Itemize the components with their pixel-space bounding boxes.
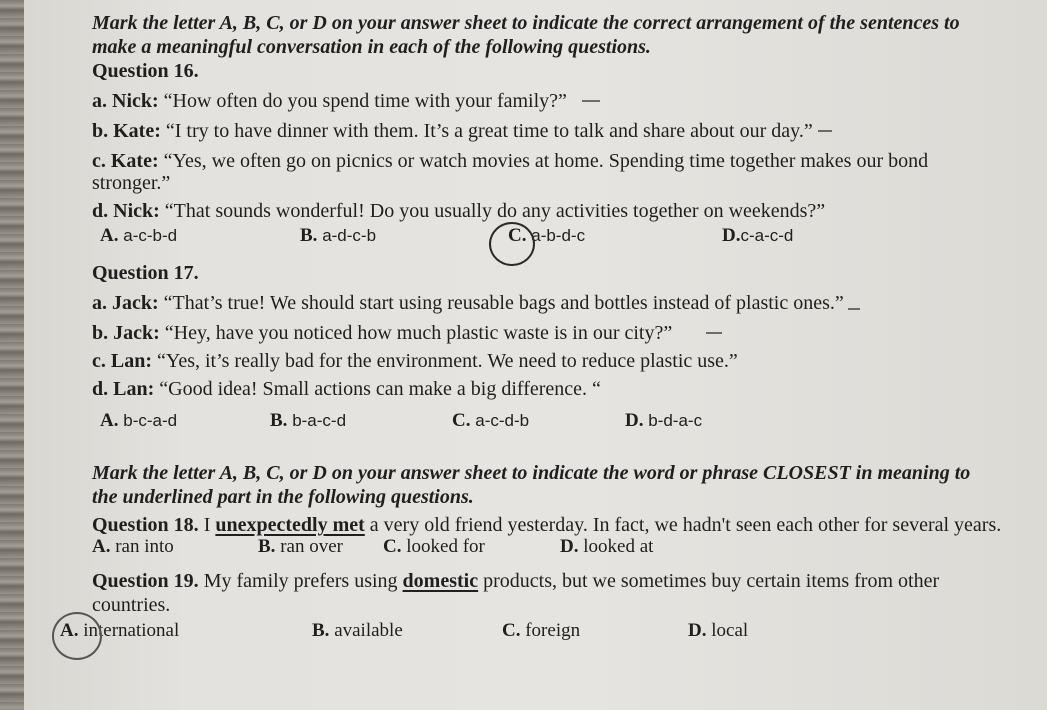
option-text: a-c-b-d [123, 226, 178, 245]
q17-option-a[interactable] [100, 410, 177, 432]
q16-option-b[interactable] [300, 225, 376, 247]
pencil-mark [706, 332, 722, 334]
option-text: local [711, 620, 749, 641]
q19-answer-circle-mark [52, 612, 102, 660]
option-text: available [334, 620, 403, 641]
question-18-title: Question 18. [92, 514, 199, 536]
pencil-mark [848, 308, 860, 310]
option-letter: C. [383, 536, 402, 557]
q16-a-speaker: a. Nick: [92, 90, 159, 112]
q18-option-c[interactable] [383, 536, 485, 558]
q16-sentence-d [92, 200, 825, 222]
q19-pre: My family prefers using [203, 570, 398, 592]
q19-option-c[interactable] [502, 620, 580, 642]
instruction2-line-1: Mark the letter A, B, C, or D on your answer sheet to indicate the word or phrase CLOSEST in meaning to [92, 462, 971, 484]
q18-post: a very old friend yesterday. In fact, we hadn't seen each other for several years. [369, 514, 1002, 536]
question-19-stem [92, 570, 939, 592]
instruction-line-1: Mark the letter A, B, C, or D on your answer sheet to indicate the correct arrangement of the sentences to [92, 12, 960, 34]
option-letter: D. [560, 536, 579, 557]
q16-option-d[interactable] [722, 225, 793, 247]
option-text: b-a-c-d [292, 411, 347, 430]
instruction2-line-2: the underlined part in the following questions. [92, 486, 474, 508]
q17-a-text: “That’s true! We should start using reusable bags and bottles instead of plastic ones.” [163, 292, 844, 314]
q19-option-d[interactable] [688, 620, 748, 642]
q16-sentence-b [92, 120, 813, 142]
q18-pre: I [203, 514, 211, 536]
question-19-title: Question 19. [92, 570, 199, 592]
option-letter: C. [508, 225, 527, 246]
option-text: foreign [525, 620, 581, 641]
q16-b-speaker: b. Kate: [92, 120, 161, 142]
option-letter: A. [100, 225, 119, 246]
q18-option-a[interactable] [92, 536, 174, 558]
q16-c-speaker: c. Kate: [92, 150, 159, 172]
q16-answer-circle-mark [489, 222, 535, 266]
pencil-mark [582, 100, 600, 102]
q16-d-speaker: d. Nick: [92, 200, 160, 222]
q16-d-text: “That sounds wonderful! Do you usually do any activities together on weekends?” [164, 200, 826, 222]
q18-option-b[interactable] [258, 536, 343, 558]
option-text: a-c-d-b [475, 411, 530, 430]
q17-a-speaker: a. Jack: [92, 292, 159, 314]
q17-sentence-a [92, 292, 844, 314]
option-letter: B. [270, 410, 288, 431]
q17-option-d[interactable] [625, 410, 702, 432]
option-text: looked at [583, 536, 654, 557]
q16-sentence-c-continued: stronger.” [92, 172, 171, 194]
option-letter: B. [258, 536, 276, 557]
option-letter: C. [502, 620, 521, 641]
q17-b-speaker: b. Jack: [92, 322, 160, 344]
q17-c-speaker: c. Lan: [92, 350, 152, 372]
question-16-title: Question 16. [92, 60, 199, 82]
option-letter: A. [60, 620, 79, 641]
question-17-title: Question 17. [92, 262, 199, 284]
option-text: ran over [280, 536, 343, 557]
q17-d-text: “Good idea! Small actions can make a big difference. “ [159, 378, 601, 400]
q17-option-b[interactable] [270, 410, 346, 432]
instruction-line-2: make a meaningful conversation in each of the following questions. [92, 36, 651, 58]
option-letter: A. [100, 410, 119, 431]
option-letter: B. [312, 620, 330, 641]
q17-sentence-c [92, 350, 738, 372]
option-letter: D. [688, 620, 707, 641]
q17-b-text: “Hey, have you noticed how much plastic waste is in our city?” [164, 322, 673, 344]
option-text: c-a-c-d [740, 226, 794, 245]
q17-d-speaker: d. Lan: [92, 378, 155, 400]
option-text: b-c-a-d [123, 411, 178, 430]
pencil-mark [818, 130, 832, 132]
option-text: a-b-d-c [531, 226, 586, 245]
option-text: looked for [406, 536, 485, 557]
q19-underlined-word: domestic [402, 570, 479, 592]
option-letter: B. [300, 225, 318, 246]
q17-sentence-b [92, 322, 672, 344]
option-text: ran into [115, 536, 174, 557]
q19-option-b[interactable] [312, 620, 403, 642]
q16-sentence-c [92, 150, 928, 172]
q19-stem-continued: countries. [92, 594, 171, 616]
q17-c-text: “Yes, it’s really bad for the environment. We need to reduce plastic use.” [157, 350, 738, 372]
q17-sentence-d [92, 378, 601, 400]
q16-b-text: “I try to have dinner with them. It’s a great time to talk and share about our day.” [165, 120, 813, 142]
q17-option-c[interactable] [452, 410, 529, 432]
option-text: a-d-c-b [322, 226, 377, 245]
option-letter: C. [452, 410, 471, 431]
q16-sentence-a [92, 90, 567, 112]
option-text: b-d-a-c [648, 411, 703, 430]
q19-post: products, but we sometimes buy certain items from other [483, 570, 940, 592]
q16-a-text: “How often do you spend time with your family?” [163, 90, 567, 112]
q16-c-text: “Yes, we often go on picnics or watch movies at home. Spending time together makes our bond [163, 150, 929, 172]
option-letter: A. [92, 536, 111, 557]
option-letter: D. [625, 410, 644, 431]
q16-option-a[interactable] [100, 225, 177, 247]
option-text: international [83, 620, 180, 641]
q18-option-d[interactable] [560, 536, 653, 558]
question-18-stem [92, 514, 1001, 536]
q18-underlined-phrase: unexpectedly met [215, 514, 365, 536]
option-letter: D. [722, 225, 741, 246]
